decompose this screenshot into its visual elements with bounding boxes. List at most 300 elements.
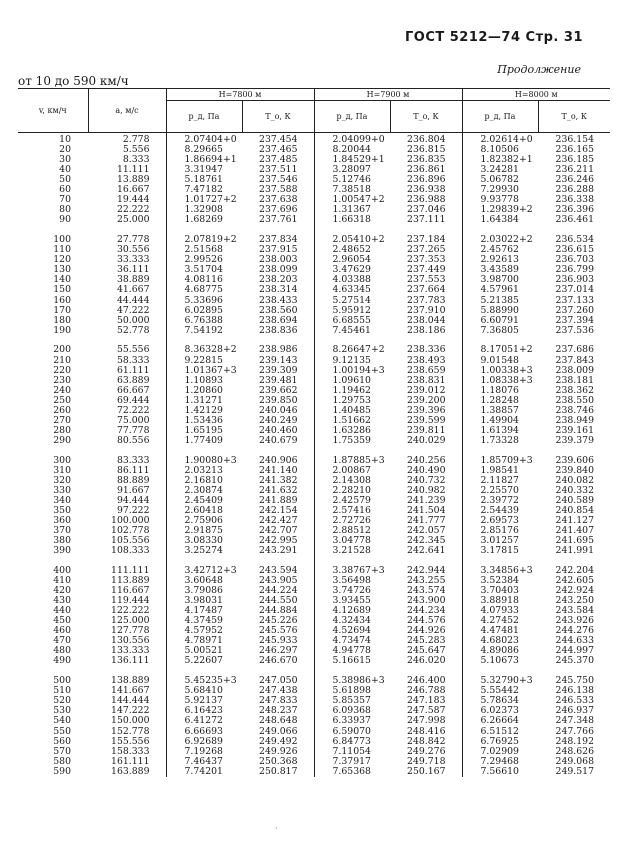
temperature-cell: 237.511 [259, 164, 298, 176]
temperature-cell: 242.057 [407, 525, 446, 537]
pressure-cell: 6.33937 [314, 716, 390, 726]
temperature-cell: 245.370 [555, 655, 594, 667]
table-row [18, 165, 610, 175]
pressure-cell: 5.92137 [166, 696, 242, 706]
temperature-cell: 238.694 [259, 314, 298, 326]
pressure-cell: 6.09368 [314, 706, 390, 716]
pressure-cell: 1.63286 [314, 426, 390, 436]
table-row [18, 426, 610, 436]
temperature-cell: 237.664 [407, 284, 446, 296]
table-row [18, 133, 610, 146]
temperature-cell: 246.297 [259, 645, 298, 657]
pressure-cell: 4.08116 [166, 275, 242, 285]
pressure-cell: 2.51568 [166, 245, 242, 255]
pressure-cell: 7.19268 [166, 747, 242, 757]
pressure-cell: 3.04778 [314, 536, 390, 546]
pressure-cell: 6.92689 [166, 737, 242, 747]
col-header-temperature: T_о, К [390, 101, 462, 133]
pressure-cell: 3.74726 [314, 586, 390, 596]
pressure-cell: 1.61394 [462, 426, 538, 436]
temperature-cell: 237.394 [555, 314, 594, 326]
temperature-cell: 240.982 [407, 484, 446, 496]
table-row [18, 476, 610, 486]
pressure-cell: 2.11827 [462, 476, 538, 486]
temperature-cell: 241.382 [259, 474, 298, 486]
speed-cell: 70 [59, 194, 71, 206]
temperature-cell: 236.938 [407, 184, 446, 196]
pressure-cell: 6.51512 [462, 727, 538, 737]
temperature-cell: 240.249 [259, 414, 298, 426]
speed-cell: 120 [53, 254, 71, 266]
pressure-cell: 6.84773 [314, 737, 390, 747]
temperature-cell: 245.226 [259, 615, 298, 627]
pressure-cell: 8.10506 [462, 145, 538, 155]
temperature-cell: 246.937 [555, 705, 594, 717]
sound-speed-cell: 8.333 [122, 154, 150, 166]
table-row [18, 265, 610, 275]
table-row [18, 506, 610, 516]
table-row [18, 345, 610, 355]
pressure-cell: 6.76388 [166, 316, 242, 326]
temperature-cell: 247.998 [407, 715, 446, 727]
pressure-cell: 3.38767+3 [314, 566, 390, 576]
sound-speed-cell: 94.444 [116, 494, 150, 506]
temperature-cell: 245.283 [407, 635, 446, 647]
temperature-cell: 242.944 [407, 565, 446, 577]
speed-cell: 40 [59, 164, 71, 176]
pressure-cell: 5.38986+3 [314, 676, 390, 686]
pressure-cell: 2.14308 [314, 476, 390, 486]
pressure-cell: 3.17815 [462, 546, 538, 556]
speed-cell: 230 [53, 374, 71, 386]
temperature-cell: 238.362 [555, 384, 594, 396]
speed-cell: 530 [53, 705, 71, 717]
pressure-cell: 4.32434 [314, 616, 390, 626]
temperature-cell: 238.831 [407, 374, 446, 386]
col-header-pressure: p_д, Па [166, 101, 242, 133]
temperature-cell: 236.185 [555, 154, 594, 166]
speed-cell: 520 [53, 695, 71, 707]
pressure-cell: 3.51704 [166, 265, 242, 275]
sound-speed-cell: 69.444 [116, 394, 150, 406]
table-row [18, 526, 610, 536]
temperature-cell: 237.184 [407, 234, 446, 246]
pressure-cell: 4.68023 [462, 636, 538, 646]
temperature-cell: 236.615 [555, 244, 594, 256]
table-row [18, 546, 610, 556]
table-row [18, 767, 610, 777]
temperature-cell: 248.648 [259, 715, 298, 727]
temperature-cell: 239.379 [555, 434, 594, 446]
speed-cell: 420 [53, 585, 71, 597]
sound-speed-cell: 75.000 [116, 414, 150, 426]
temperature-cell: 243.255 [407, 575, 446, 587]
temperature-cell: 240.082 [555, 474, 594, 486]
pressure-cell: 3.34856+3 [462, 566, 538, 576]
pressure-cell: 8.17051+2 [462, 345, 538, 355]
table-row [18, 576, 610, 586]
temperature-cell: 246.533 [555, 695, 594, 707]
pressure-cell: 3.56498 [314, 576, 390, 586]
temperature-cell: 240.490 [407, 464, 446, 476]
temperature-cell: 239.840 [555, 464, 594, 476]
sound-speed-cell: 88.889 [116, 474, 150, 486]
temperature-cell: 238.314 [259, 284, 298, 296]
temperature-cell: 240.854 [555, 504, 594, 516]
speed-cell: 100 [53, 234, 71, 246]
temperature-cell: 243.594 [259, 565, 298, 577]
temperature-cell: 236.903 [555, 274, 594, 286]
altitude-header: H=7900 м [314, 89, 462, 101]
temperature-cell: 238.099 [259, 264, 298, 276]
table-row [18, 175, 610, 185]
temperature-cell: 241.407 [555, 525, 594, 537]
table-row [18, 255, 610, 265]
page-mark: · [275, 824, 278, 833]
pressure-cell: 1.40485 [314, 406, 390, 416]
temperature-cell: 243.905 [259, 575, 298, 587]
pressure-cell: 7.65368 [314, 767, 390, 777]
pressure-cell: 2.99526 [166, 255, 242, 265]
col-header-pressure: p_д, Па [314, 101, 390, 133]
temperature-cell: 248.626 [555, 745, 594, 757]
temperature-cell: 241.127 [555, 515, 594, 527]
pressure-cell: 8.20044 [314, 145, 390, 155]
speed-cell: 400 [53, 565, 71, 577]
temperature-cell: 236.165 [555, 144, 594, 156]
speed-cell: 590 [53, 765, 71, 777]
temperature-cell: 242.154 [259, 504, 298, 516]
speed-cell: 160 [53, 294, 71, 306]
temperature-cell: 237.696 [259, 204, 298, 216]
pressure-cell: 6.59070 [314, 727, 390, 737]
table-row [18, 626, 610, 636]
sound-speed-cell: 58.333 [116, 354, 150, 366]
page-header-title: ГОСТ 5212—74 Стр. 31 [404, 30, 583, 45]
speed-cell: 140 [53, 274, 71, 286]
temperature-cell: 238.203 [259, 274, 298, 286]
pressure-cell: 3.60648 [166, 576, 242, 586]
temperature-cell: 242.924 [555, 585, 594, 597]
temperature-cell: 237.014 [555, 284, 594, 296]
sound-speed-cell: 13.889 [116, 174, 150, 186]
temperature-cell: 239.811 [407, 424, 446, 436]
temperature-cell: 237.465 [259, 144, 298, 156]
pressure-cell: 1.84529+1 [314, 155, 390, 165]
pressure-cell: 3.25274 [166, 546, 242, 556]
temperature-cell: 238.003 [259, 254, 298, 266]
temperature-cell: 247.183 [407, 695, 446, 707]
pressure-cell: 1.01367+3 [166, 366, 242, 376]
temperature-cell: 239.143 [259, 354, 298, 366]
temperature-cell: 244.276 [555, 625, 594, 637]
temperature-cell: 249.276 [407, 745, 446, 757]
temperature-cell: 239.481 [259, 374, 298, 386]
pressure-cell: 4.57961 [462, 285, 538, 295]
temperature-cell: 237.485 [259, 154, 298, 166]
pressure-cell: 7.37917 [314, 757, 390, 767]
sound-speed-cell: 30.556 [116, 244, 150, 256]
speed-cell: 310 [53, 464, 71, 476]
pressure-cell: 6.76925 [462, 737, 538, 747]
speed-cell: 20 [59, 144, 71, 156]
speed-cell: 220 [53, 364, 71, 376]
temperature-cell: 236.861 [407, 164, 446, 176]
table-row [18, 636, 610, 646]
temperature-cell: 242.345 [407, 535, 446, 547]
temperature-cell: 242.641 [407, 545, 446, 557]
pressure-cell: 4.17487 [166, 606, 242, 616]
pressure-cell: 2.75906 [166, 516, 242, 526]
pressure-cell: 4.94778 [314, 646, 390, 656]
temperature-cell: 238.336 [407, 344, 446, 356]
sound-speed-cell: 22.222 [116, 204, 150, 216]
pressure-cell: 1.00194+3 [314, 366, 390, 376]
speed-cell: 560 [53, 735, 71, 747]
pressure-cell: 2.54439 [462, 506, 538, 516]
speed-cell: 490 [53, 655, 71, 667]
temperature-cell: 245.933 [259, 635, 298, 647]
pressure-cell: 2.92613 [462, 255, 538, 265]
temperature-cell: 236.815 [407, 144, 446, 156]
pressure-cell: 3.88918 [462, 596, 538, 606]
speed-cell: 260 [53, 404, 71, 416]
table-row [18, 285, 610, 295]
pressure-cell: 1.42129 [166, 406, 242, 416]
sound-speed-cell: 155.556 [111, 735, 150, 747]
table-row [18, 747, 610, 757]
temperature-cell: 241.777 [407, 515, 446, 527]
temperature-cell: 250.817 [259, 765, 298, 777]
pressure-cell: 5.22607 [166, 656, 242, 666]
pressure-cell: 1.18076 [462, 386, 538, 396]
pressure-cell: 4.27452 [462, 616, 538, 626]
speed-cell: 80 [59, 204, 71, 216]
speed-cell: 390 [53, 545, 71, 557]
pressure-cell: 1.73328 [462, 436, 538, 446]
table-row [18, 656, 610, 666]
sound-speed-cell: 66.667 [116, 384, 150, 396]
table-row [18, 516, 610, 526]
sound-speed-cell: 108.333 [111, 545, 150, 557]
pressure-cell: 1.32908 [166, 205, 242, 215]
pressure-cell: 2.91875 [166, 526, 242, 536]
sound-speed-cell: 130.556 [111, 635, 150, 647]
temperature-cell: 236.288 [555, 184, 594, 196]
temperature-cell: 237.265 [407, 244, 446, 256]
pressure-cell: 4.12689 [314, 606, 390, 616]
pressure-cell: 4.37459 [166, 616, 242, 626]
temperature-cell: 248.237 [259, 705, 298, 717]
table-row [18, 606, 610, 616]
table-row [18, 466, 610, 476]
temperature-cell: 247.587 [407, 705, 446, 717]
table-row [18, 235, 610, 245]
pressure-cell: 5.32790+3 [462, 676, 538, 686]
col-header-temperature: T_о, К [242, 101, 314, 133]
sound-speed-cell: 16.667 [116, 184, 150, 196]
pressure-cell: 1.29839+2 [462, 205, 538, 215]
table-row [18, 566, 610, 576]
speed-cell: 200 [53, 344, 71, 356]
sound-speed-cell: 119.444 [111, 595, 150, 607]
pressure-cell: 7.74201 [166, 767, 242, 777]
pressure-cell: 5.85357 [314, 696, 390, 706]
temperature-cell: 239.662 [259, 384, 298, 396]
table-row [18, 696, 610, 706]
pressure-cell: 9.12135 [314, 356, 390, 366]
sound-speed-cell: 122.222 [111, 605, 150, 617]
speed-cell: 500 [53, 675, 71, 687]
table-row [18, 486, 610, 496]
speed-cell: 110 [53, 244, 71, 256]
temperature-cell: 244.884 [259, 605, 298, 617]
temperature-cell: 236.396 [555, 204, 594, 216]
temperature-cell: 237.834 [259, 234, 298, 246]
temperature-cell: 249.718 [407, 755, 446, 767]
sound-speed-cell: 86.111 [116, 464, 150, 476]
pressure-cell: 2.07819+2 [166, 235, 242, 245]
pressure-cell: 1.49904 [462, 416, 538, 426]
pressure-cell: 5.18761 [166, 175, 242, 185]
pressure-cell: 3.98031 [166, 596, 242, 606]
table-row [18, 185, 610, 195]
speed-cell: 430 [53, 595, 71, 607]
temperature-cell: 236.804 [407, 134, 446, 145]
temperature-cell: 236.211 [555, 164, 594, 176]
sound-speed-cell: 36.111 [116, 264, 150, 276]
temperature-cell: 238.986 [259, 344, 298, 356]
table-row [18, 676, 610, 686]
temperature-cell: 236.154 [555, 134, 594, 145]
temperature-cell: 239.850 [259, 394, 298, 406]
temperature-cell: 237.638 [259, 194, 298, 206]
temperature-cell: 241.695 [555, 535, 594, 547]
temperature-cell: 238.659 [407, 364, 446, 376]
speed-cell: 180 [53, 314, 71, 326]
sound-speed-cell: 147.222 [111, 705, 150, 717]
temperature-cell: 244.234 [407, 605, 446, 617]
pressure-cell: 1.86694+1 [166, 155, 242, 165]
sound-speed-cell: 105.556 [111, 535, 150, 547]
pressure-cell: 1.10893 [166, 376, 242, 386]
pressure-cell: 1.38857 [462, 406, 538, 416]
sound-speed-cell: 163.889 [111, 765, 150, 777]
temperature-cell: 237.915 [259, 244, 298, 256]
pressure-cell: 1.20860 [166, 386, 242, 396]
pressure-cell: 4.78971 [166, 636, 242, 646]
pressure-cell: 1.90080+3 [166, 456, 242, 466]
sound-speed-cell: 38.889 [116, 274, 150, 286]
sound-speed-cell: 77.778 [116, 424, 150, 436]
pressure-cell: 5.61898 [314, 686, 390, 696]
pressure-cell: 9.01548 [462, 356, 538, 366]
temperature-cell: 237.843 [555, 354, 594, 366]
sound-speed-cell: 41.667 [116, 284, 150, 296]
pressure-cell: 2.45762 [462, 245, 538, 255]
speed-cell: 330 [53, 484, 71, 496]
pressure-cell: 3.93455 [314, 596, 390, 606]
temperature-cell: 237.546 [259, 174, 298, 186]
pressure-cell: 5.21385 [462, 296, 538, 306]
speed-cell: 460 [53, 625, 71, 637]
pressure-cell: 1.87885+3 [314, 456, 390, 466]
speed-cell: 340 [53, 494, 71, 506]
sound-speed-cell: 25.000 [116, 214, 150, 226]
sound-speed-cell: 91.667 [116, 484, 150, 496]
temperature-cell: 242.707 [259, 525, 298, 537]
table-row [18, 716, 610, 726]
pressure-cell: 4.47481 [462, 626, 538, 636]
pressure-cell: 3.47629 [314, 265, 390, 275]
pressure-cell: 1.77409 [166, 436, 242, 446]
pressure-cell: 2.39772 [462, 496, 538, 506]
table-row [18, 496, 610, 506]
temperature-cell: 238.181 [555, 374, 594, 386]
pressure-cell: 3.28097 [314, 165, 390, 175]
table-row [18, 706, 610, 716]
table-row [18, 757, 610, 767]
pressure-cell: 1.66318 [314, 215, 390, 225]
temperature-cell: 243.900 [407, 595, 446, 607]
pressure-cell: 1.19462 [314, 386, 390, 396]
temperature-cell: 237.111 [407, 214, 446, 226]
table-row [18, 586, 610, 596]
pressure-cell: 5.06782 [462, 175, 538, 185]
pressure-cell: 6.02373 [462, 706, 538, 716]
temperature-cell: 247.348 [555, 715, 594, 727]
temperature-cell: 240.679 [259, 434, 298, 446]
temperature-cell: 242.995 [259, 535, 298, 547]
pressure-cell: 7.11054 [314, 747, 390, 757]
temperature-cell: 238.560 [259, 304, 298, 316]
speed-cell: 580 [53, 755, 71, 767]
temperature-cell: 243.291 [259, 545, 298, 557]
sound-speed-cell: 141.667 [111, 685, 150, 697]
pressure-cell: 1.68269 [166, 215, 242, 225]
col-header-temperature: T_о, К [538, 101, 610, 133]
temperature-cell: 236.461 [555, 214, 594, 226]
temperature-cell: 248.416 [407, 725, 446, 737]
temperature-cell: 236.835 [407, 154, 446, 166]
temperature-cell: 241.504 [407, 504, 446, 516]
temperature-cell: 240.589 [555, 494, 594, 506]
speed-cell: 250 [53, 394, 71, 406]
table-row [18, 205, 610, 215]
temperature-cell: 244.224 [259, 585, 298, 597]
pressure-cell: 1.28248 [462, 396, 538, 406]
temperature-cell: 237.536 [555, 324, 594, 336]
temperature-cell: 239.599 [407, 414, 446, 426]
continuation-label: Продолжение [497, 63, 581, 76]
temperature-cell: 249.926 [259, 745, 298, 757]
temperature-cell: 236.338 [555, 194, 594, 206]
temperature-cell: 245.576 [259, 625, 298, 637]
temperature-cell: 237.588 [259, 184, 298, 196]
table-row [18, 316, 610, 326]
pressure-cell: 3.08330 [166, 536, 242, 546]
pressure-cell: 2.00867 [314, 466, 390, 476]
col-header-pressure: p_д, Па [462, 101, 538, 133]
temperature-cell: 242.427 [259, 515, 298, 527]
table-row [18, 376, 610, 386]
temperature-cell: 243.926 [555, 615, 594, 627]
sound-speed-cell: 50.000 [116, 314, 150, 326]
temperature-cell: 241.889 [259, 494, 298, 506]
pressure-cell: 4.73474 [314, 636, 390, 646]
pressure-cell: 3.42712+3 [166, 566, 242, 576]
temperature-cell: 239.012 [407, 384, 446, 396]
